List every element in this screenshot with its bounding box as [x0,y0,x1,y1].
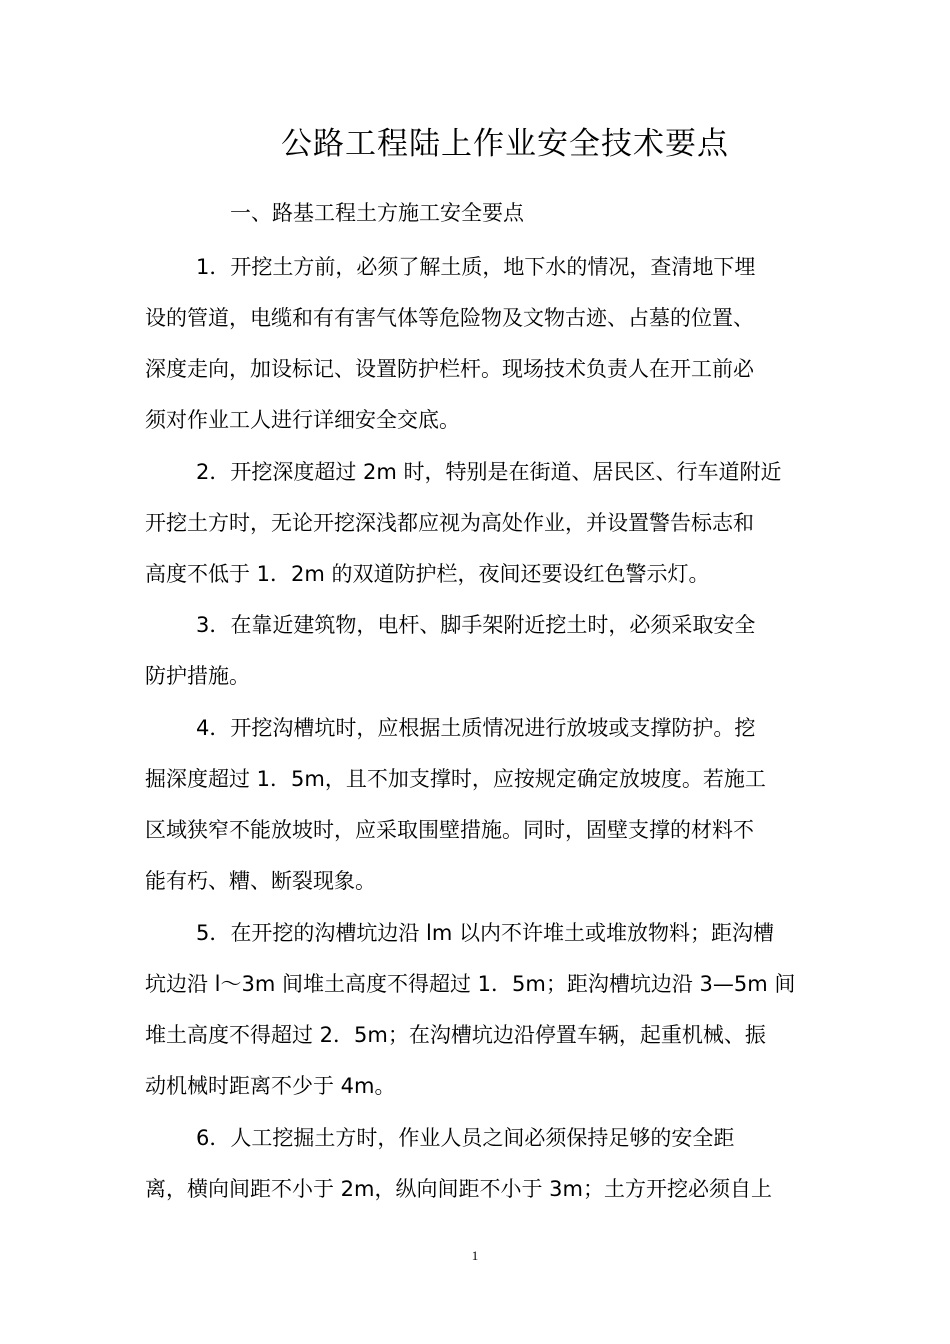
body-line: 动机械时距离不少于 4m。 [145,1074,396,1098]
body-line: 高度不低于 1．2m 的双道防护栏，夜间还要设红色警示灯。 [145,562,710,586]
body-line: 开挖土方时，无论开挖深浅都应视为高处作业，并设置警告标志和 [145,511,754,535]
body-line: 深度走向，加设标记、设置防护栏杆。现场技术负责人在开工前必 [145,357,754,381]
body-line: 3．在靠近建筑物，电杆、脚手架附近挖土时，必须采取安全 [196,613,756,637]
body-line: 须对作业工人进行详细安全交底。 [145,408,460,432]
body-line: 防护措施。 [145,664,250,688]
section-heading: 一、路基工程土方施工安全要点 [230,201,524,225]
body-line: 设的管道，电缆和有有害气体等危险物及文物古迹、占墓的位置、 [145,306,754,330]
page-number: 1 [471,1248,479,1263]
body-line: 区域狭窄不能放坡时，应采取围壁措施。同时，固壁支撑的材料不 [145,818,754,842]
body-line: 掘深度超过 1．5m，且不加支撑时，应按规定确定放坡度。若施工 [145,767,766,791]
body-line: 2．开挖深度超过 2m 时，特别是在街道、居民区、行车道附近 [196,460,782,484]
body-line: 离，横向间距不小于 2m，纵向间距不小于 3m；土方开挖必须自上 [145,1177,772,1201]
body-line: 能有朽、糟、断裂现象。 [145,869,376,893]
body-line: 坑边沿 l～3m 间堆土高度不得超过 1．5m；距沟槽坑边沿 3—5m 间 [145,972,796,996]
body-line: 堆土高度不得超过 2．5m；在沟槽坑边沿停置车辆，起重机械、振 [145,1023,766,1047]
body-line: 6．人工挖掘土方时，作业人员之间必须保持足够的安全距 [196,1126,735,1150]
body-line: 4．开挖沟槽坑时，应根据土质情况进行放坡或支撑防护。挖 [196,716,756,740]
body-line: 5．在开挖的沟槽坑边沿 lm 以内不许堆土或堆放物料；距沟槽 [196,921,775,945]
body-line: 1．开挖土方前，必须了解土质，地下水的情况，查清地下埋 [196,255,756,279]
document-title: 公路工程陆上作业安全技术要点 [281,126,729,162]
